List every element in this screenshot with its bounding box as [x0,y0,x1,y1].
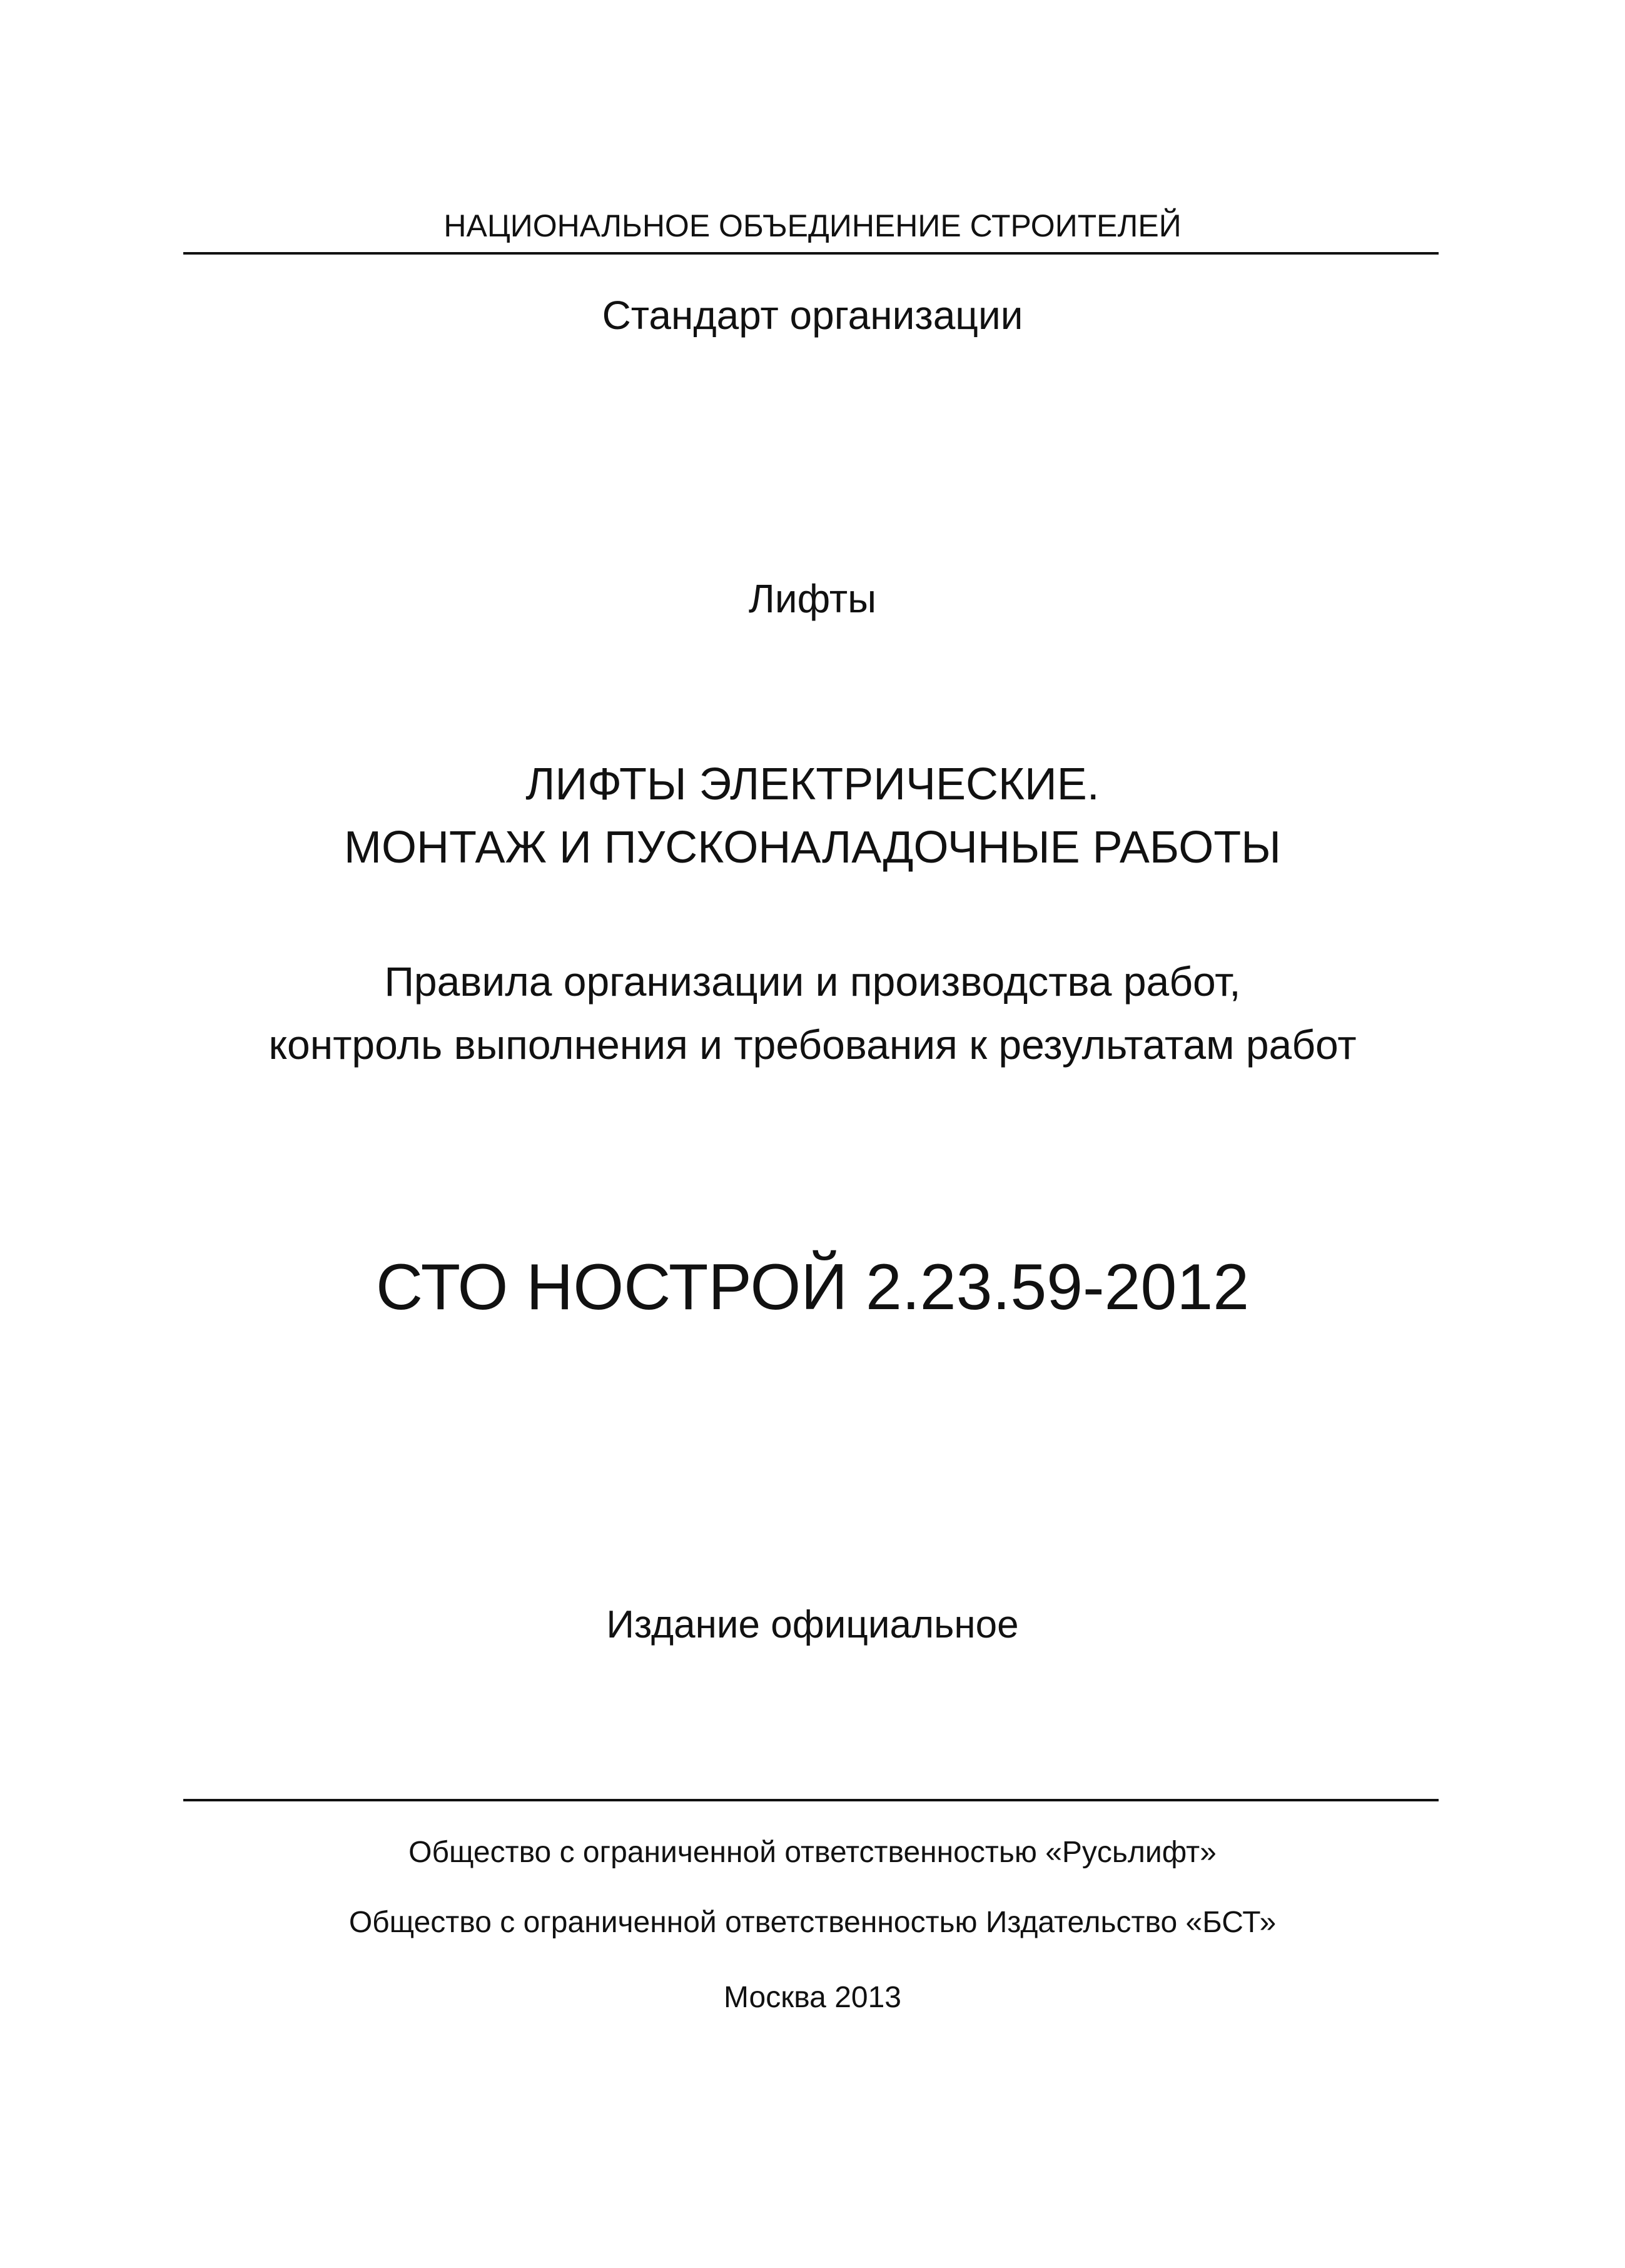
publisher-bst: Общество с ограниченной ответственностью Издательство «БСТ» [348,1906,1277,1939]
category-label: Лифты [748,576,877,621]
main-title-line-2: МОНТАЖ И ПУСКОНАЛАДОЧНЫЕ РАБОТЫ [343,823,1282,873]
standard-designation: СТО НОСТРОЙ 2.23.59-2012 [375,1251,1250,1324]
place-and-year: Москва 2013 [724,1981,901,2014]
document-kind: Стандарт организации [602,293,1023,338]
subtitle-line-2: контроль выполнения и требования к результатам работ [268,1021,1357,1068]
header-rule [183,252,1439,255]
organization-name: НАЦИОНАЛЬНОЕ ОБЪЕДИНЕНИЕ СТРОИТЕЛЕЙ [443,208,1182,243]
edition-label: Издание официальное [606,1603,1019,1646]
main-title-line-1: ЛИФТЫ ЭЛЕКТРИЧЕСКИЕ. [525,759,1100,809]
publisher-ruslift: Общество с ограниченной ответственностью «Руcьлифт» [408,1836,1217,1869]
subtitle-line-1: Правила организации и производства работ, [384,958,1241,1005]
footer-rule [183,1799,1439,1801]
